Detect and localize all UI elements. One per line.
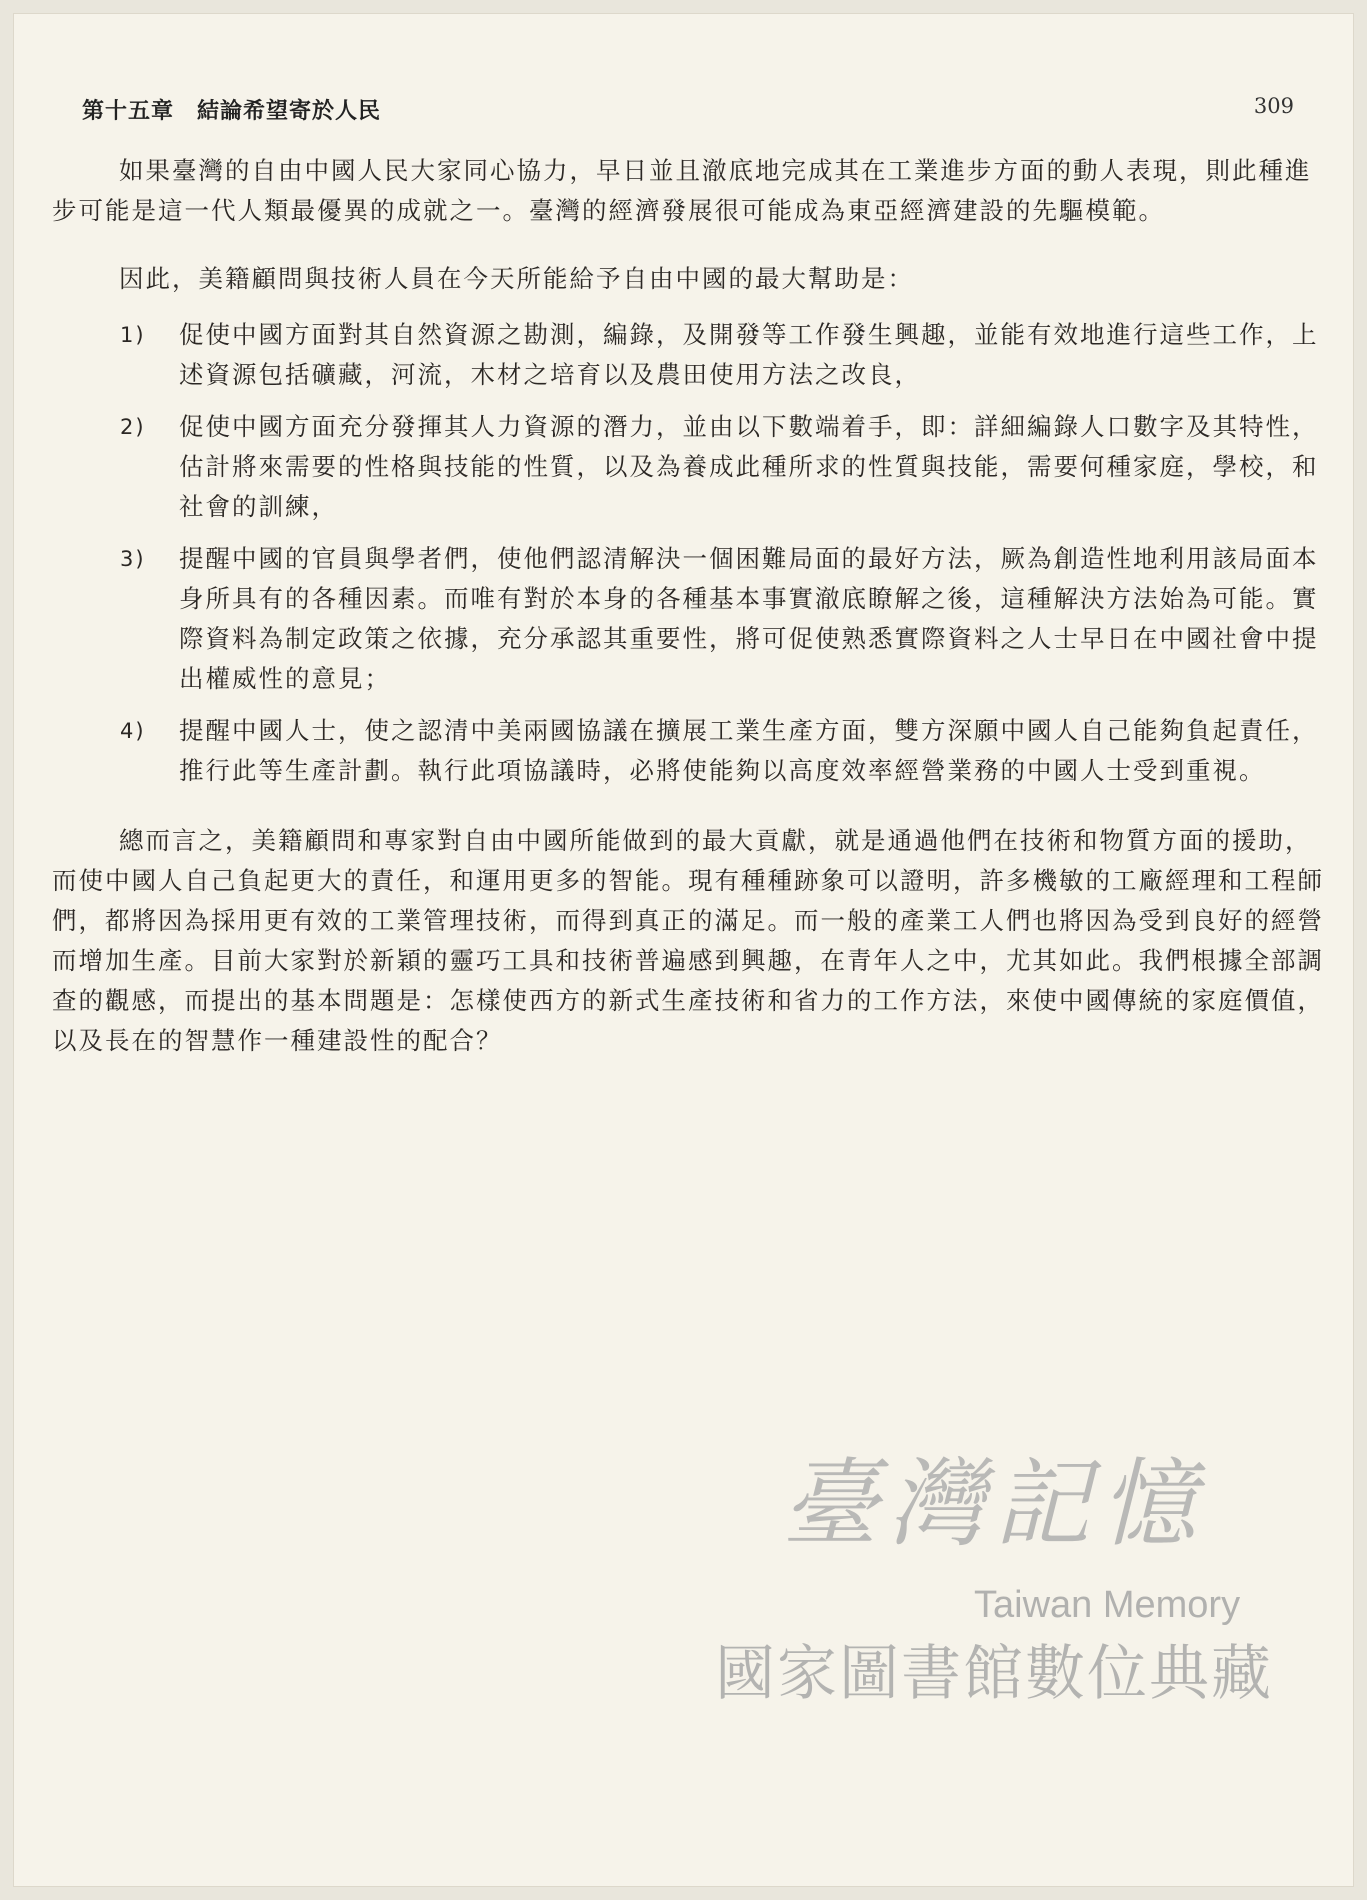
watermark-library-name: 國家圖書館數位典藏 <box>715 1639 1273 1709</box>
list-item-text: 提醒中國人士，使之認清中美兩國協議在擴展工業生產方面，雙方深願中國人自己能夠負起責任，推行此等生產計劃。執行此項協議時，必將使能夠以高度效率經營業務的中國人士受到重視。 <box>179 716 1319 785</box>
document-page <box>14 14 1353 1886</box>
list-item-text: 促使中國方面對其自然資源之勘測，編錄，及開發等工作發生興趣，並能有效地進行這些工作，上述資源包括礦藏，河流，木材之培育以及農田使用方法之改良， <box>179 320 1319 389</box>
list-item-text: 促使中國方面充分發揮其人力資源的潛力，並由以下數端着手，即：詳細編錄人口數字及其特性，估計將來需要的性格與技能的性質，以及為養成此種所求的性質與技能，需要何種家庭，學校，和社會的訓練， <box>179 412 1319 521</box>
page-header <box>82 94 1294 130</box>
list-item-number: 2) <box>120 415 146 439</box>
list-item-number: 1) <box>120 323 146 347</box>
list-item <box>52 539 1324 699</box>
page-number: 309 <box>1253 94 1294 118</box>
watermark-calligraphy: 臺灣記憶 <box>782 1448 1206 1560</box>
list-item <box>52 711 1324 791</box>
paragraph-conclusion: 總而言之，美籍顧問和專家對自由中國所能做到的最大貢獻，就是通過他們在技術和物質方面的援助，而使中國人自己負起更大的責任，和運用更多的智能。現有種種跡象可以證明，許多機敏的工廠經理和工程師們，都將因為採用更有效的工業管理技術，而得到真正的滿足。而一般的產業工人們也將因為受到良好的經營而增加生產。目前大家對於新穎的靈巧工具和技術普遍感到興趣，在青年人之中，尤其如此。我們根據全部調查的觀感，而提出的基本問題是：怎樣使西方的新式生產技術和省力的工作方法，來使中國傳統的家庭價值，以及長在的智慧作一種建設性的配合？ <box>52 826 1324 1055</box>
list-item-number: 3) <box>120 547 146 571</box>
list-item <box>52 407 1324 527</box>
list-item-number: 4) <box>120 719 146 743</box>
paragraph-lead-in: 因此，美籍顧問與技術人員在今天所能給予自由中國的最大幫助是： <box>119 264 914 293</box>
watermark <box>674 1444 1314 1774</box>
body-text <box>52 151 1324 1061</box>
list-item <box>52 315 1324 395</box>
chapter-title: 第十五章 結論希望寄於人民 <box>82 98 382 124</box>
list-item-text: 提醒中國的官員與學者們，使他們認清解決一個困難局面的最好方法，厥為創造性地利用該局面本身所具有的各種因素。而唯有對於本身的各種基本事實澈底瞭解之後，這種解決方法始為可能。實際資料為制定政策之依據，充分承認其重要性，將可促使熟悉實際資料之人士早日在中國社會中提出權威性的意見； <box>179 544 1319 693</box>
paragraph-intro: 如果臺灣的自由中國人民大家同心協力，早日並且澈底地完成其在工業進步方面的動人表現，則此種進步可能是這一代人類最優異的成就之一。臺灣的經濟發展很可能成為東亞經濟建設的先驅模範。 <box>52 156 1312 225</box>
watermark-english: Taiwan Memory <box>974 1584 1241 1626</box>
